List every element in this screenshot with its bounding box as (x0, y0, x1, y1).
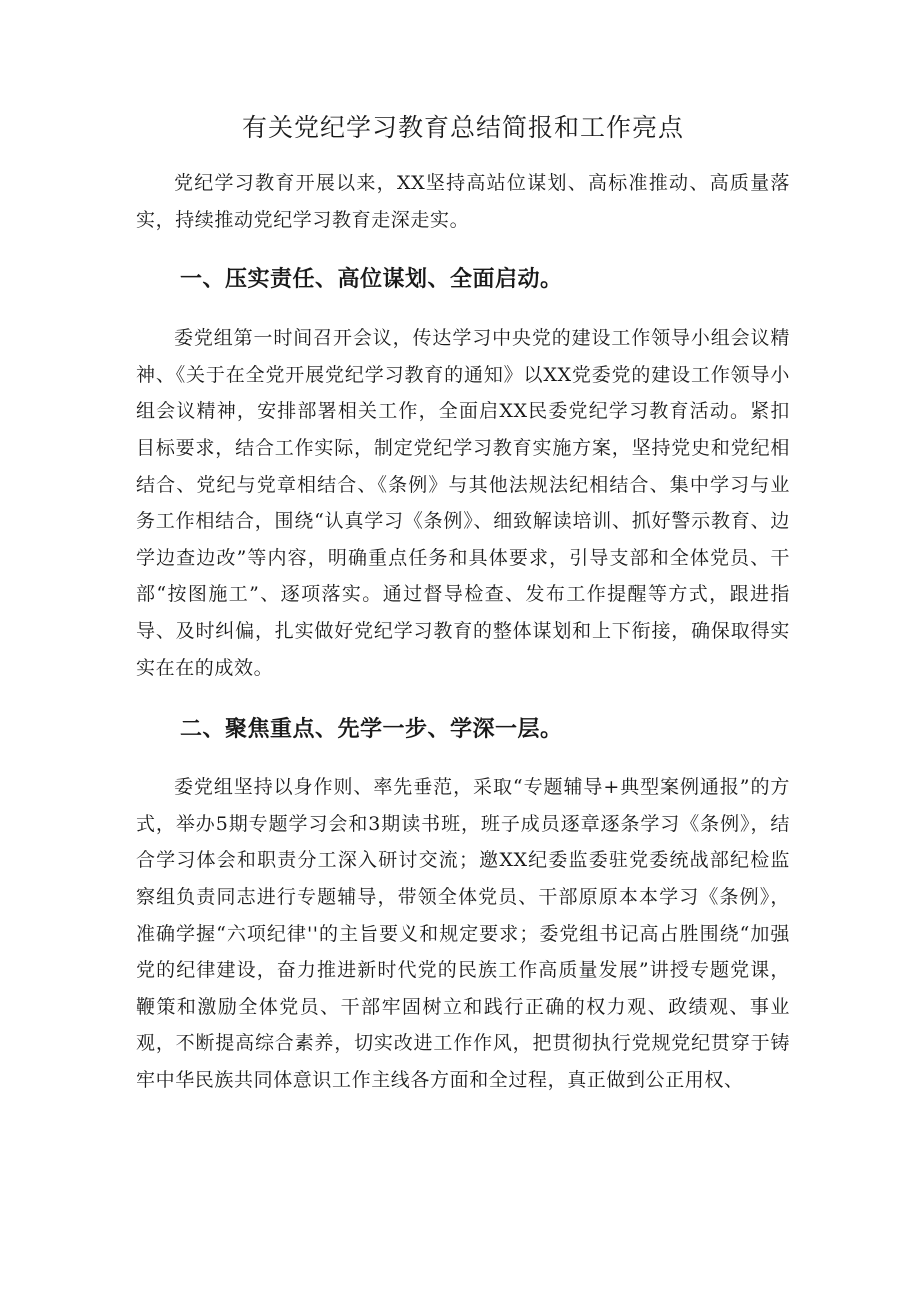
section-1-paragraph: 委党组第一时间召开会议，传达学习中央党的建设工作领导小组会议精神、《关于在全党开展党纪学习教育的通知》以XX党委党的建设工作领导小组会议精神，安排部署相关工作，全面启XX民委党纪学习教育活动。紧扣目标要求，结合工作实际，制定党纪学习教育实施方案，坚持党史和党纪相结合、党纪与党章相结合、《条例》与其他法规法纪相结合、集中学习与业务工作相结合，围绕“认真学习《条例》、细致解读培训、抓好警示教育、边学边查边改”等内容，明确重点任务和具体要求，引导支部和全体党员、干部“按图施工”、逐项落实。通过督导检查、发布工作提醒等方式，跟进指导、及时纠偏，扎实做好党纪学习教育的整体谋划和上下衔接，确保取得实实在在的成效。 (136, 327, 790, 679)
intro-paragraph: 党纪学习教育开展以来，XX坚持高站位谋划、高标准推动、高质量落实，持续推动党纪学习教育走深走实。 (136, 172, 790, 231)
section-1-heading: 一、压实责任、高位谋划、全面启动。 (180, 267, 563, 293)
document-title: 有关党纪学习教育总结简报和工作亮点 (241, 113, 684, 142)
section-2-paragraph: 委党组坚持以身作则、率先垂范，采取“专题辅导+典型案例通报”的方式，举办5期专题学习会和3期读书班，班子成员逐章逐条学习《条例》，结合学习体会和职责分工深入研讨交流；邀XX纪委监委驻党委统战部纪检监察组负责同志进行专题辅导，带领全体党员、干部原原本本学习《条例》，准确学握“六项纪律''的主旨要义和规定要求；委党组书记高占胜围绕“加强党的纪律建设，奋力推进新时代党的民族工作高质量发展”讲授专题党课，鞭策和激励全体党员、干部牢固树立和践行正确的权力观、政绩观、事业观，不断提高综合素养，切实改进工作作风，把贯彻执行党规党纪贯穿于铸牢中华民族共同体意识工作主线各方面和全过程，真正做到公正用权、 (136, 776, 790, 1091)
section-2-heading: 二、聚焦重点、先学一步、学深一层。 (180, 717, 563, 743)
